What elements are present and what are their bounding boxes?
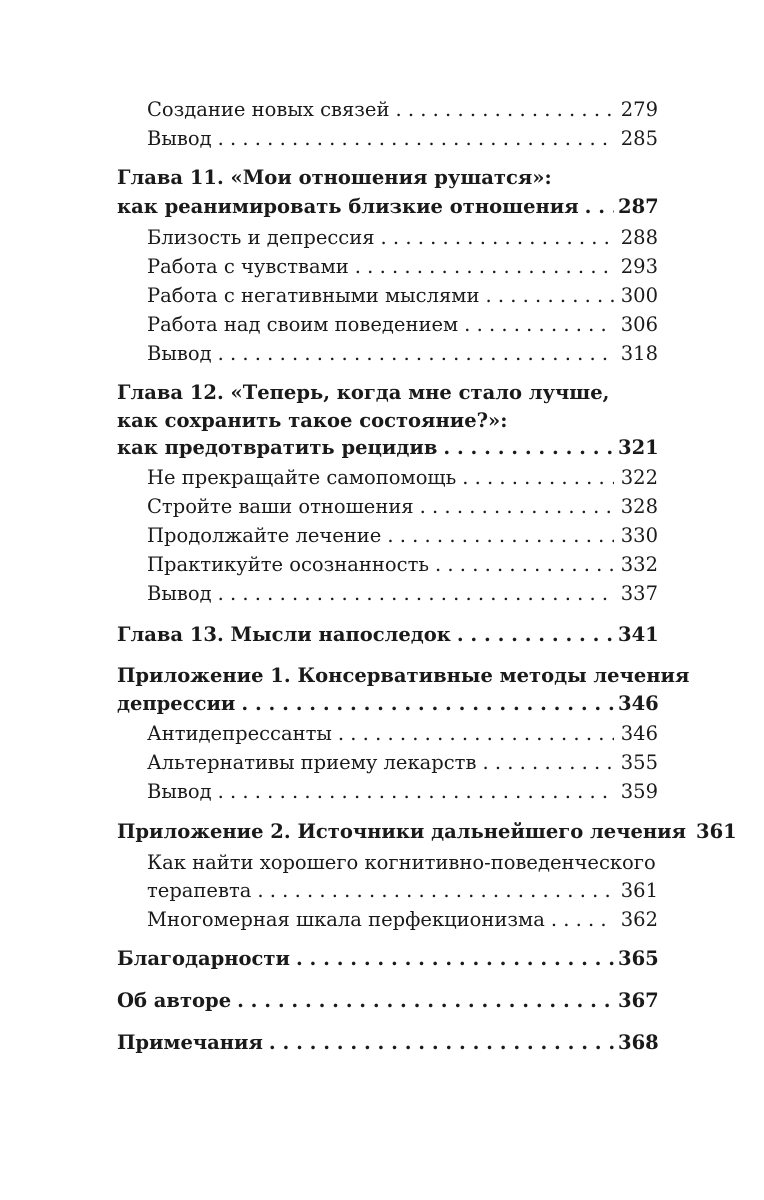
appendix-1-heading[interactable] [0, 689, 764, 718]
toc-entry-title: Создание новых связей [147, 98, 390, 121]
toc-entry[interactable] [0, 95, 764, 124]
dot-leader [241, 689, 614, 718]
toc-entry-title: Вывод [147, 342, 212, 365]
toc-entry-title: Альтернативы приему лекарств [147, 751, 477, 774]
dot-leader [485, 281, 614, 310]
toc-entry[interactable] [0, 124, 764, 153]
toc-entry-page: 287 [618, 195, 659, 218]
dot-leader [420, 492, 614, 521]
toc-entry-title: Глава 13. Мысли напоследок [117, 623, 451, 646]
toc-entry[interactable] [0, 492, 764, 521]
toc-entry[interactable] [0, 550, 764, 579]
toc-entry-title: Вывод [147, 780, 212, 803]
dot-leader [482, 748, 614, 777]
toc-entry-title: Продолжайте лечение [147, 524, 382, 547]
dot-leader [381, 223, 614, 252]
dot-leader [551, 905, 614, 934]
dot-leader [218, 777, 614, 806]
toc-entry-page: 300 [620, 284, 658, 307]
acknowledgements-heading[interactable] [0, 944, 764, 973]
toc-entry-title: Примечания [117, 1031, 263, 1054]
dot-leader [218, 579, 614, 608]
dot-leader [435, 550, 614, 579]
chapter-11-heading-line1: Глава 11. «Мои отношения рушатся»: [117, 166, 552, 189]
toc-entry-page: 362 [620, 908, 658, 931]
toc-entry-title: депрессии [117, 692, 236, 715]
toc-entry-page: 330 [620, 524, 658, 547]
toc-entry-title: Практикуйте осознанность [147, 553, 429, 576]
toc-entry-title: как предотвратить рецидив [117, 436, 438, 459]
toc-entry-page: 322 [620, 466, 658, 489]
toc-entry-title: Близость и депрессия [147, 226, 375, 249]
toc-entry-title: Антидепрессанты [147, 722, 332, 745]
dot-leader [269, 1028, 614, 1057]
toc-entry-title: Вывод [147, 582, 212, 605]
toc-entry-page: 346 [618, 692, 659, 715]
toc-entry-page: 293 [620, 255, 658, 278]
toc-entry[interactable] [0, 223, 764, 252]
toc-entry[interactable] [0, 252, 764, 281]
chapter-11-heading[interactable] [0, 192, 764, 221]
toc-entry-title: терапевта [147, 879, 252, 902]
about-author-heading[interactable] [0, 986, 764, 1015]
toc-entry-page: 365 [618, 947, 659, 970]
toc-entry-page: 361 [620, 879, 658, 902]
toc-entry-page: 337 [620, 582, 658, 605]
toc-entry[interactable] [0, 339, 764, 368]
notes-heading[interactable] [0, 1028, 764, 1057]
dot-leader [443, 433, 614, 462]
dot-leader [464, 310, 614, 339]
toc-entry-page: 288 [620, 226, 658, 249]
dot-leader [237, 986, 614, 1015]
toc-entry-page: 279 [620, 98, 658, 121]
toc-entry[interactable] [0, 521, 764, 550]
toc-entry-page: 361 [696, 820, 737, 843]
toc-entry-page: 368 [618, 1031, 659, 1054]
toc-entry-page: 318 [620, 342, 658, 365]
toc-entry-title: Приложение 2. Источники дальнейшего лечения [117, 820, 687, 843]
dot-leader [218, 124, 614, 153]
toc-entry-title: Работа над своим поведением [147, 313, 459, 336]
toc-entry-page: 328 [620, 495, 658, 518]
toc-entry-title: Об авторе [117, 989, 232, 1012]
toc-entry-page: 332 [620, 553, 658, 576]
toc-entry[interactable] [0, 905, 764, 934]
toc-entry[interactable] [0, 719, 764, 748]
toc-entry[interactable] [0, 777, 764, 806]
dot-leader [218, 339, 614, 368]
toc-entry-page: 355 [620, 751, 658, 774]
toc-entry-title: Работа с чувствами [147, 255, 349, 278]
dot-leader [355, 252, 614, 281]
chapter-12-heading-line2: как сохранить такое состояние?»: [117, 409, 508, 432]
dot-leader [387, 521, 614, 550]
dot-leader [585, 192, 614, 221]
toc-entry[interactable] [0, 876, 764, 905]
chapter-12-heading-line1: Глава 12. «Теперь, когда мне стало лучше, [117, 381, 610, 404]
toc-entry-title: Благодарности [117, 947, 290, 970]
toc-entry[interactable] [0, 748, 764, 777]
toc-entry[interactable] [0, 281, 764, 310]
appendix-1-heading-line1: Приложение 1. Консервативные методы лечения [117, 664, 690, 687]
dot-leader [457, 620, 614, 649]
dot-leader [462, 463, 614, 492]
appendix-2-heading[interactable] [0, 817, 764, 846]
chapter-13-heading[interactable] [0, 620, 764, 649]
toc-entry-page: 285 [620, 127, 658, 150]
toc-entry-title: Не прекращайте самопомощь [147, 466, 457, 489]
dot-leader [296, 944, 614, 973]
toc-entry-page: 321 [618, 436, 659, 459]
dot-leader [395, 95, 614, 124]
toc-entry-page: 341 [618, 623, 659, 646]
toc-entry-title: как реанимировать близкие отношения [117, 195, 579, 218]
toc-entry[interactable] [0, 463, 764, 492]
toc-entry-page: 367 [618, 989, 659, 1012]
toc-entry-title: Многомерная шкала перфекционизма [147, 908, 545, 931]
toc-entry-page: 306 [620, 313, 658, 336]
toc-entry-title: Вывод [147, 127, 212, 150]
toc-entry-title: Работа с негативными мыслями [147, 284, 480, 307]
dot-leader [257, 876, 614, 905]
toc-entry-line1: Как найти хорошего когнитивно-поведенческого [147, 851, 656, 874]
toc-entry-title: Стройте ваши отношения [147, 495, 414, 518]
toc-entry[interactable] [0, 579, 764, 608]
toc-entry-page: 346 [620, 722, 658, 745]
dot-leader [338, 719, 614, 748]
toc-entry[interactable] [0, 310, 764, 339]
toc-entry-page: 359 [620, 780, 658, 803]
chapter-12-heading[interactable] [0, 433, 764, 462]
